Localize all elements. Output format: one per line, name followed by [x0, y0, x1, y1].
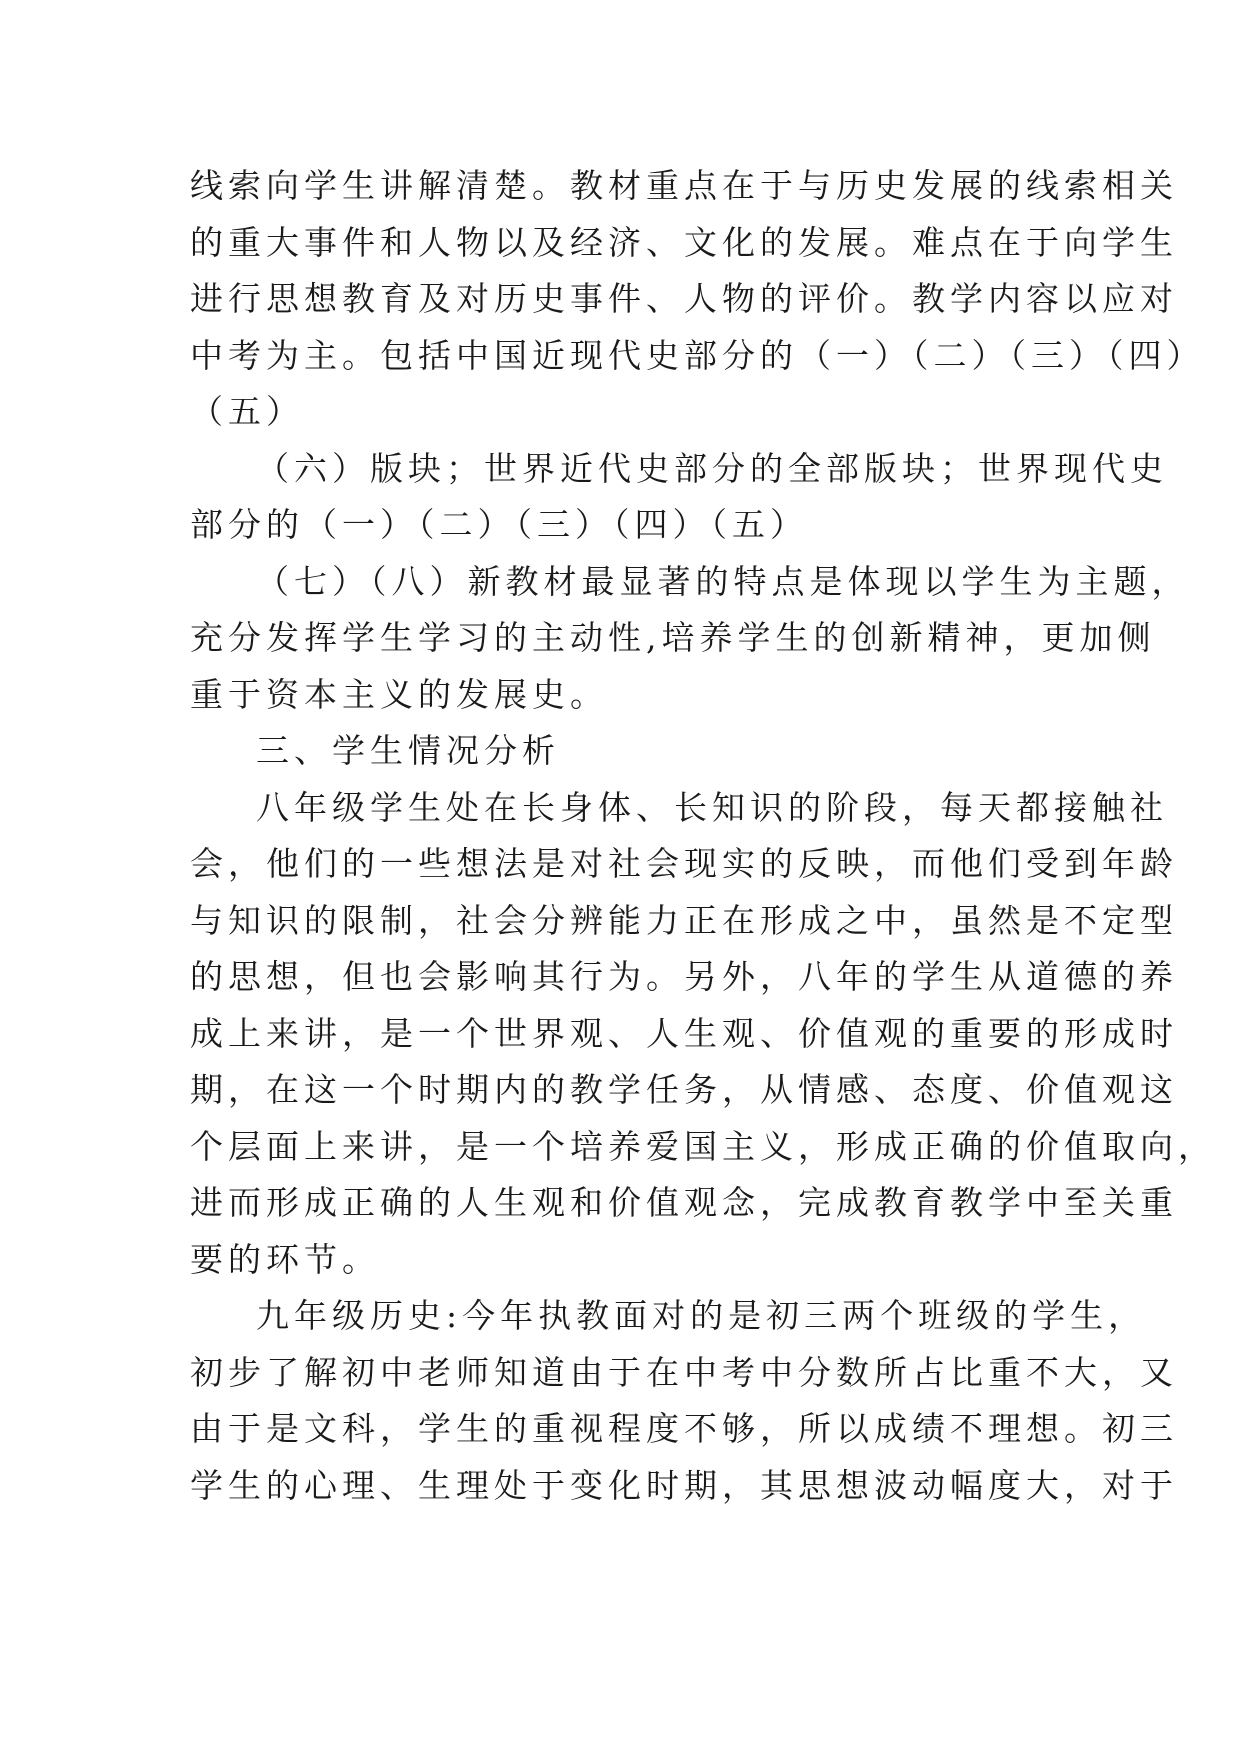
text-line: 期，在这一个时期内的教学任务，从情感、态度、价值观这 [190, 1070, 1178, 1109]
text-line: 初步了解初中老师知道由于在中考中分数所占比重不大，又 [190, 1352, 1178, 1392]
text-line: 的思想，但也会影响其行为。另外，八年的学生从道德的养 [190, 957, 1178, 996]
text-line: 八年级学生处在长身体、长知识的阶段，每天都接触社 [256, 787, 1168, 827]
text-line: 重于资本主义的发展史。 [190, 674, 608, 714]
text-line: 九年级历史:今年执教面对的是初三两个班级的学生， [256, 1296, 1147, 1335]
text-line: （五） [190, 392, 304, 431]
text-line: 充分发挥学生学习的主动性,培养学生的创新精神，更加侧 [190, 618, 1156, 657]
text-line: 进而形成正确的人生观和价值观念，完成教育教学中至关重 [190, 1183, 1178, 1222]
text-line: 中考为主。包括中国近现代史部分的（一）（二）（三）（四） [190, 335, 1205, 375]
text-line: 线索向学生讲解清楚。教材重点在于与历史发展的线索相关 [190, 166, 1178, 205]
text-line: 要的环节。 [190, 1239, 380, 1279]
text-line: 由于是文科，学生的重视程度不够，所以成绩不理想。初三 [190, 1409, 1178, 1448]
text-line: 会，他们的一些想法是对社会现实的反映，而他们受到年龄 [190, 844, 1178, 883]
text-line: 部分的（一）（二）（三）（四）（五） [190, 505, 808, 544]
text-line: 个层面上来讲，是一个培养爱国主义，形成正确的价值取向， [190, 1126, 1216, 1166]
text-line: 与知识的限制，社会分辨能力正在形成之中，虽然是不定型 [190, 900, 1178, 940]
text-line: 进行思想教育及对历史事件、人物的评价。教学内容以应对 [190, 279, 1178, 318]
text-line: 成上来讲，是一个世界观、人生观、价值观的重要的形成时 [190, 1013, 1178, 1053]
text-line: （六）版块；世界近代史部分的全部版块；世界现代史 [256, 448, 1168, 488]
text-line: 学生的心理、生理处于变化时期，其思想波动幅度大，对于 [190, 1465, 1178, 1505]
text-line: （七）（八）新教材最显著的特点是体现以学生为主题， [256, 561, 1190, 601]
document-body [190, 158, 1216, 1514]
section-heading: 三、学生情况分析 [256, 731, 560, 770]
text-line: 的重大事件和人物以及经济、文化的发展。难点在于向学生 [190, 222, 1178, 262]
